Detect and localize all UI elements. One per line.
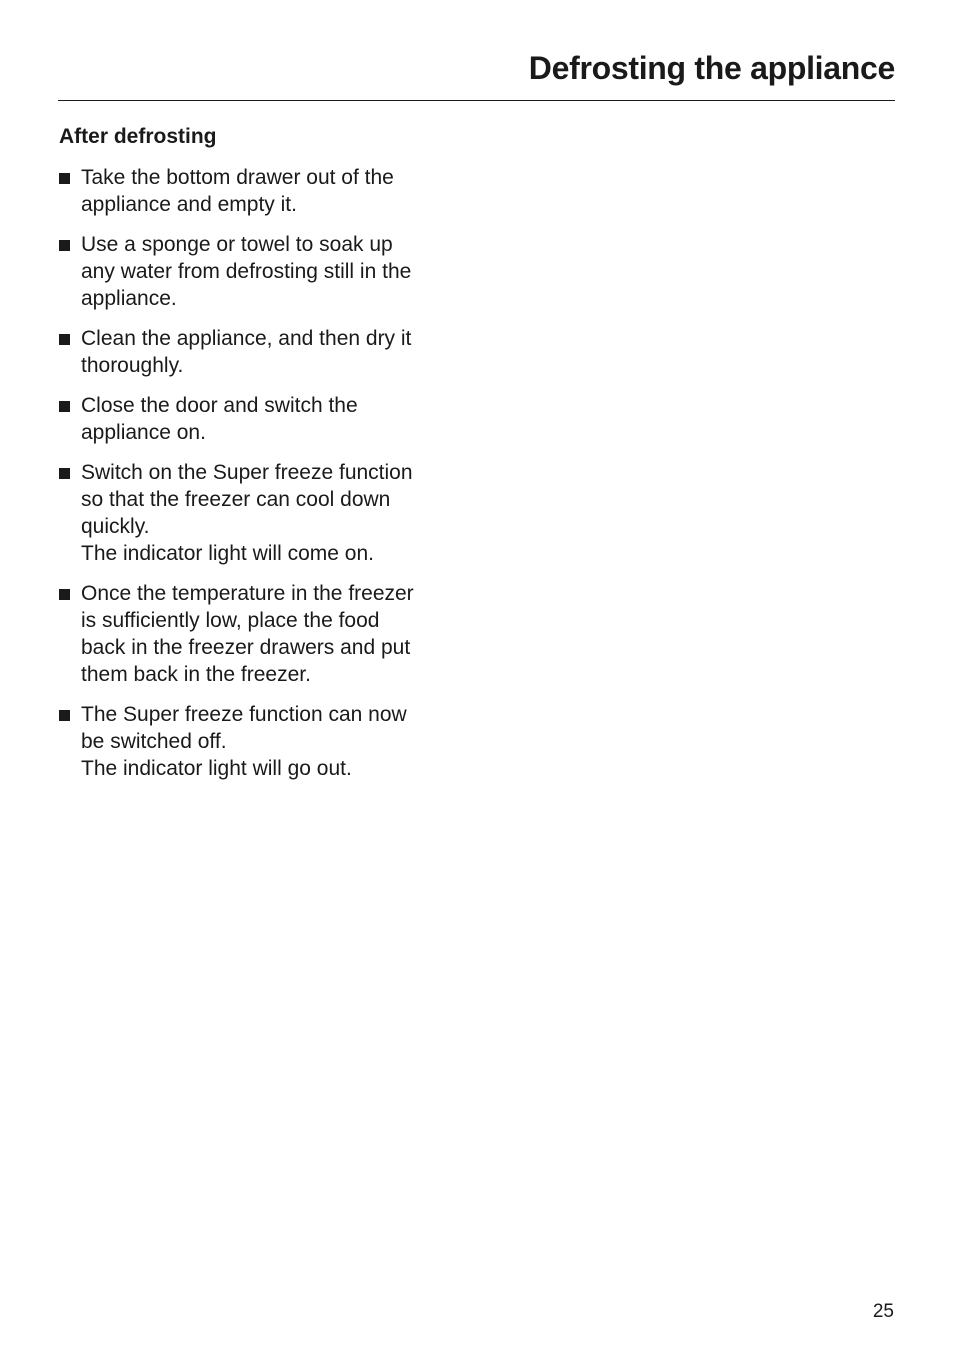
step-text-line: The Super freeze function can now: [81, 703, 407, 726]
list-item: [58, 392, 453, 446]
steps-list: [58, 164, 453, 795]
list-item: [58, 325, 453, 379]
square-bullet-icon: [59, 334, 70, 345]
square-bullet-icon: [59, 401, 70, 412]
title-divider: [58, 100, 895, 101]
step-text-line: thoroughly.: [81, 354, 184, 377]
step-text-line: back in the freezer drawers and put: [81, 636, 411, 659]
step-text-line: appliance and empty it.: [81, 193, 297, 216]
step-text-line: Take the bottom drawer out of the: [81, 166, 394, 189]
list-item: [58, 231, 453, 312]
list-item: [58, 164, 453, 218]
step-text-line: Once the temperature in the freezer: [81, 582, 414, 605]
square-bullet-icon: [59, 589, 70, 600]
step-text-line: The indicator light will come on.: [81, 542, 374, 565]
square-bullet-icon: [59, 173, 70, 184]
step-text-line: Clean the appliance, and then dry it: [81, 327, 412, 350]
step-text-line: any water from defrosting still in the: [81, 260, 412, 283]
step-text-line: Use a sponge or towel to soak up: [81, 233, 393, 256]
square-bullet-icon: [59, 710, 70, 721]
step-text-line: appliance on.: [81, 421, 206, 444]
list-item: [58, 701, 453, 782]
step-text-line: so that the freezer can cool down: [81, 488, 391, 511]
step-text-line: be switched off.: [81, 730, 227, 753]
list-item: [58, 580, 453, 688]
step-text-line: Close the door and switch the: [81, 394, 358, 417]
step-text-line: The indicator light will go out.: [81, 757, 352, 780]
step-text-line: them back in the freezer.: [81, 663, 311, 686]
step-text-line: Switch on the Super freeze function: [81, 461, 413, 484]
list-item: [58, 459, 453, 567]
page-number: 25: [872, 1301, 894, 1322]
step-text-line: quickly.: [81, 515, 150, 538]
section-heading: After defrosting: [59, 125, 217, 148]
page-title: Defrosting the appliance: [528, 50, 895, 86]
square-bullet-icon: [59, 468, 70, 479]
step-text-line: appliance.: [81, 287, 177, 310]
step-text-line: is sufficiently low, place the food: [81, 609, 380, 632]
square-bullet-icon: [59, 240, 70, 251]
